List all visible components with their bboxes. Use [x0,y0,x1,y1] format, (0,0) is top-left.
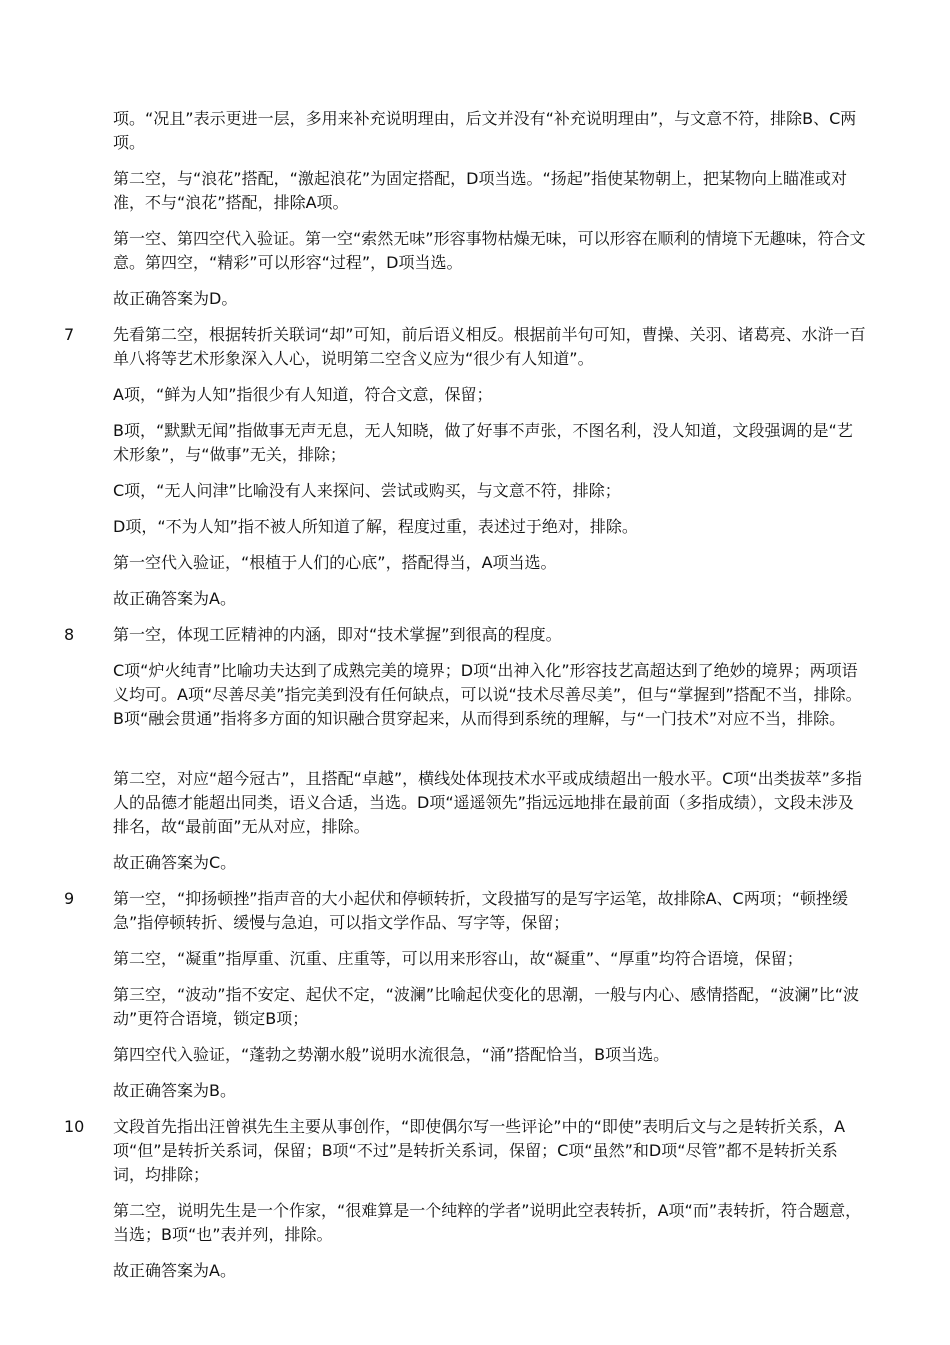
paragraph: 第二空，与“浪花”搭配，“激起浪花”为固定搭配，D项当选。“扬起”指使某物朝上，把某物向上瞄准或对准，不与“浪花”搭配，排除A项。 [113,169,848,212]
question-number: 8 [64,625,75,644]
question-number: 9 [64,889,75,908]
paragraph: 第一空代入验证，“根植于人们的心底”，搭配得当，A项当选。 [113,553,557,572]
paragraph: 第二空，对应“超今冠古”，且搭配“卓越”，横线处体现技术水平或成绩超出一般水平。C项“出类拔萃”多指人的品德才能超出同类，语义合适，当选。D项“遥遥领先”指远远地排在最前面（多指成绩），文段未涉及排名，故“最前面”无从对应，排除。 [113,769,862,836]
paragraph: 第一空、第四空代入验证。第一空“索然无味”形容事物枯燥无味，可以形容在顺利的情境下无趣味，符合文意。第四空，“精彩”可以形容“过程”，D项当选。 [113,229,866,272]
paragraph: A项，“鲜为人知”指很少有人知道，符合文意，保留； [113,385,493,404]
paragraph: 故正确答案为D。 [113,289,238,308]
paragraph: 第一空，“抑扬顿挫”指声音的大小起伏和停顿转折，文段描写的是写字运笔，故排除A、C两项；“顿挫缓急”指停顿转折、缓慢与急迫，可以指文学作品、写字等，保留； [113,889,848,932]
paragraph: 项。“况且”表示更进一层，多用来补充说明理由，后文并没有“补充说明理由”，与文意不符，排除B、C两项。 [113,109,857,152]
paragraph: 先看第二空，根据转折关联词“却”可知，前后语义相反。根据前半句可知，曹操、关羽、诸葛亮、水浒一百单八将等艺术形象深入人心，说明第二空含义应为“很少有人知道”。 [113,325,866,368]
question-number: 10 [64,1117,85,1136]
paragraph: 故正确答案为A。 [113,1261,236,1280]
paragraph: 第一空，体现工匠精神的内涵，即对“技术掌握”到很高的程度。 [113,625,562,644]
paragraph: C项“炉火纯青”比喻功夫达到了成熟完美的境界；D项“出神入化”形容技艺高超达到了绝妙的境界；两项语义均可。A项“尽善尽美”指完美到没有任何缺点，可以说“技术尽善尽美”，但与“掌握到”搭配不当，排除。B项“融会贯通”指将多方面的知识融合贯穿起来，从而得到系统的理解，与“一门技术”对应不当，排除。 [113,661,862,728]
paragraph: 故正确答案为B。 [113,1081,236,1100]
paragraph: 故正确答案为C。 [113,853,237,872]
paragraph: 文段首先指出汪曾祺先生主要从事创作，“即使偶尔写一些评论”中的“即使”表明后文与之是转折关系，A项“但”是转折关系词，保留；B项“不过”是转折关系词，保留；C项“虽然”和D项“尽管”都不是转折关系词，均排除； [113,1117,846,1184]
question-number: 7 [64,325,75,344]
paragraph: D项，“不为人知”指不被人所知道了解，程度过重，表述过于绝对，排除。 [113,517,638,536]
paragraph: 第二空，说明先生是一个作家，“很难算是一个纯粹的学者”说明此空表转折，A项“而”表转折，符合题意，当选；B项“也”表并列，排除。 [113,1201,862,1244]
paragraph: 第四空代入验证，“蓬勃之势潮水般”说明水流很急，“涌”搭配恰当，B项当选。 [113,1045,670,1064]
paragraph: 第三空，“波动”指不安定、起伏不定，“波澜”比喻起伏变化的思潮，一般与内心、感情搭配，“波澜”比“波动”更符合语境，锁定B项； [113,985,860,1028]
paragraph: C项，“无人问津”比喻没有人来探问、尝试或购买，与文意不符，排除； [113,481,621,500]
paragraph: 故正确答案为A。 [113,589,236,608]
paragraph: 第二空，“凝重”指厚重、沉重、庄重等，可以用来形容山，故“凝重”、“厚重”均符合语境，保留； [113,949,803,968]
paragraph: B项，“默默无闻”指做事无声无息，无人知晓，做了好事不声张，不图名利，没人知道，文段强调的是“艺术形象”，与“做事”无关，排除； [113,421,853,464]
